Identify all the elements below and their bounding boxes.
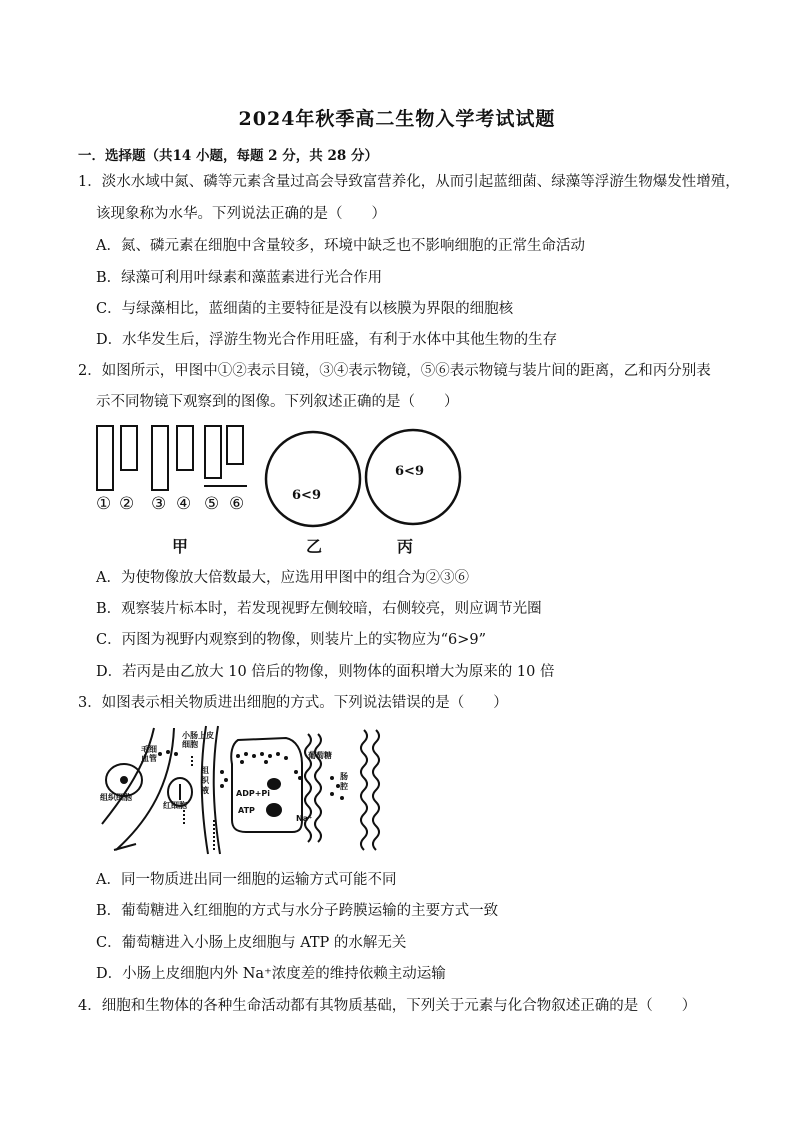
- label-intestine-cell: 小肠上皮细胞: [182, 731, 214, 749]
- view-bing-text: 6<9: [395, 464, 424, 479]
- q3-stem: 3．如图表示相关物质进出细胞的方式。下列说法错误的是（ ）: [78, 695, 508, 711]
- label-2: ②: [119, 494, 135, 514]
- objective-3-shape: [152, 426, 168, 490]
- q2-option-c: C．丙图为视野内观察到的物像，则装片上的实物应为“6>9”: [96, 632, 487, 648]
- lens-5-shape: [205, 426, 221, 478]
- lens-6-shape: [227, 426, 243, 464]
- view-yi-circle: [262, 428, 364, 530]
- label-atp: ATP: [238, 806, 255, 815]
- q3-option-c: C．葡萄糖进入小肠上皮细胞与 ATP 的水解无关: [96, 935, 407, 951]
- q2-stem-line1: 2．如图所示，甲图中①②表示目镜，③④表示物镜，⑤⑥表示物镜与装片间的距离，乙和丙分别表: [78, 363, 711, 379]
- q1-stem-line1: 1．淡水水域中氮、磷等元素含量过高会导致富营养化，从而引起蓝细菌、绿藻等浮游生物爆发性增殖，: [78, 174, 740, 190]
- label-red-cell: 红细胞: [163, 801, 187, 810]
- eyepiece-2-shape: [121, 426, 137, 470]
- label-3: ③: [151, 494, 167, 514]
- label-bing: 丙: [397, 537, 414, 556]
- q1-option-a: A．氮、磷元素在细胞中含量较多，环境中缺乏也不影响细胞的正常生命活动: [96, 238, 585, 254]
- label-lumen: 肠腔: [340, 772, 348, 791]
- q3-option-d: D．小肠上皮细胞内外 Na⁺浓度差的维持依赖主动运输: [96, 966, 446, 982]
- q2-option-a: A．为使物像放大倍数最大，应选用甲图中的组合为②③⑥: [96, 570, 469, 586]
- label-tissue-cell: 组织细胞: [100, 793, 132, 802]
- q1-option-b: B．绿藻可利用叶绿素和藻蓝素进行光合作用: [96, 270, 383, 286]
- label-glucose: 葡萄糖: [308, 751, 332, 760]
- lens-drawings: [97, 426, 247, 490]
- q4-stem: 4．细胞和生物体的各种生命活动都有其物质基础，下列关于元素与化合物叙述正确的是（ ）: [78, 998, 697, 1014]
- q1-stem-line2: 该现象称为水华。下列说法正确的是（ ）: [96, 206, 386, 222]
- label-adp: ADP+Pi: [236, 789, 271, 798]
- objective-4-shape: [177, 426, 193, 470]
- view-yi-text: 6<9: [292, 488, 321, 503]
- q2-option-b: B．观察装片标本时，若发现视野左侧较暗，右侧较亮，则应调节光圈: [96, 601, 542, 617]
- carrier-protein-2: [266, 803, 282, 817]
- intestine-cell-shape: [231, 738, 302, 832]
- section-heading: 一．选择题（共14 小题，每题 2 分，共 28 分）: [78, 148, 378, 164]
- label-1: ①: [96, 494, 112, 514]
- eyepiece-1-shape: [97, 426, 113, 490]
- q3-option-a: A．同一物质进出同一细胞的运输方式可能不同: [96, 872, 397, 888]
- lumen-wall-1: [361, 730, 367, 850]
- capillary-wall-left: [102, 728, 154, 824]
- label-6: ⑥: [229, 494, 245, 514]
- q2-option-d: D．若丙是由乙放大 10 倍后的物像，则物体的面积增大为原来的 10 倍: [96, 664, 555, 680]
- label-5: ⑤: [204, 494, 220, 514]
- lumen-wall-2: [373, 730, 379, 850]
- label-yi: 乙: [306, 537, 323, 556]
- q1-option-d: D．水华发生后，浮游生物光合作用旺盛，有利于水体中其他生物的生存: [96, 332, 558, 348]
- q2-stem-line2: 示不同物镜下观察到的图像。下列叙述正确的是（ ）: [96, 394, 459, 410]
- label-4: ④: [176, 494, 192, 514]
- label-tissue-fluid: 组织液: [201, 766, 209, 795]
- page-title: 2024年秋季高二生物入学考试试题: [238, 108, 556, 130]
- q3-option-b: B．葡萄糖进入红细胞的方式与水分子跨膜运输的主要方式一致: [96, 903, 499, 919]
- label-capillary: 毛细血管: [141, 745, 157, 763]
- label-na: Na⁺: [296, 814, 313, 823]
- q1-option-c: C．与绿藻相比，蓝细菌的主要特征是没有以核膜为界限的细胞核: [96, 301, 514, 317]
- label-jia: 甲: [172, 537, 189, 556]
